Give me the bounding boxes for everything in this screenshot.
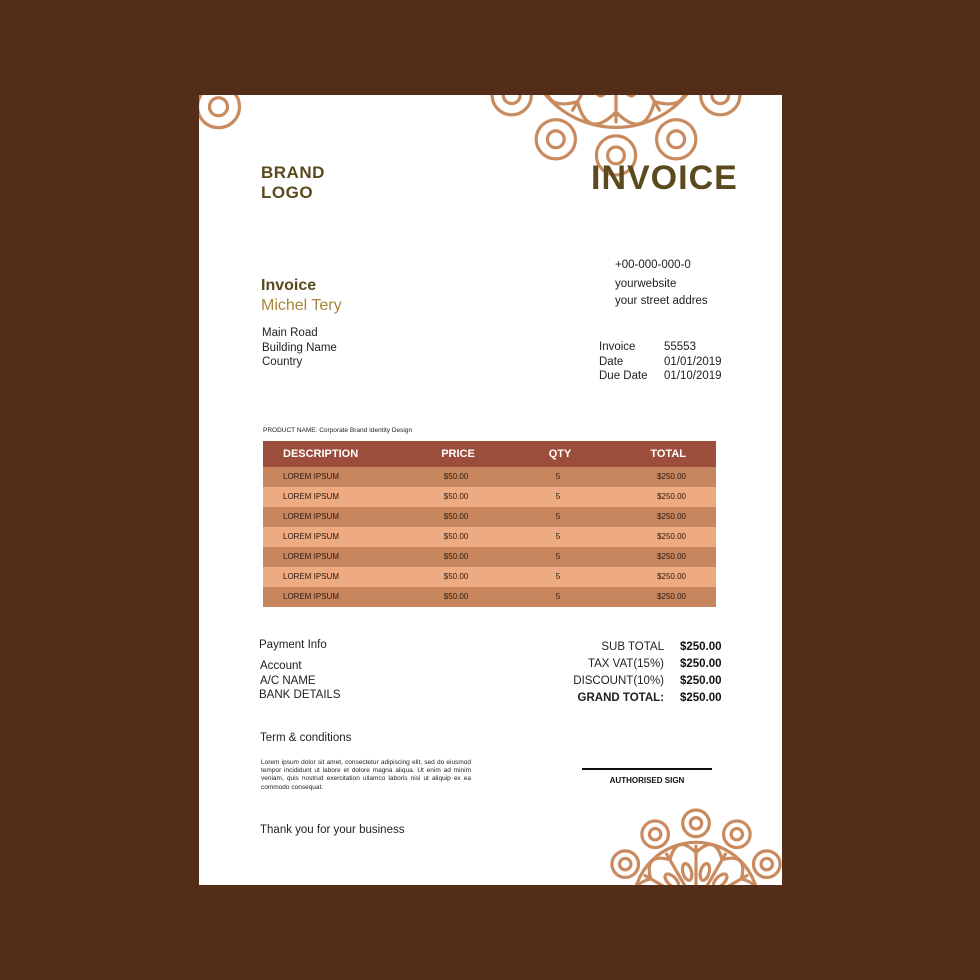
- summary-label: DISCOUNT(10%): [573, 675, 664, 687]
- contact-street: your street addres: [615, 295, 708, 307]
- product-name: PRODUCT NAME: Corporate Brand Identity Design: [263, 427, 413, 434]
- cell-qty: 5: [555, 472, 561, 481]
- cell-qty: 5: [555, 492, 561, 501]
- cell-price: $50.00: [443, 512, 469, 521]
- thank-you-note: Thank you for your business: [260, 824, 405, 836]
- summary-value: $250.00: [680, 658, 722, 670]
- cell-description: LOREM IPSUM: [283, 572, 340, 581]
- items-table: [263, 441, 716, 607]
- summary-label: TAX VAT(15%): [587, 658, 664, 670]
- cell-description: LOREM IPSUM: [283, 472, 340, 481]
- table-row: [263, 587, 716, 607]
- terms-text: Lorem ipsum dolor sit amet, consectetur adipiscing elit, sed do eiusmod tempor incididunt ut labore et dolore magna aliqua. Ut enim ad minim veniam, quis nostrud exercitation ullamco laboris nisi ut aliquip ex ea commodo consequat.: [261, 759, 471, 791]
- cell-total: $250.00: [657, 572, 686, 581]
- summary-label: GRAND TOTAL:: [577, 692, 664, 704]
- table-row: [263, 467, 716, 487]
- brand-logo: [261, 163, 325, 203]
- table-row: [263, 567, 716, 587]
- header-total: TOTAL: [650, 448, 686, 460]
- header-price: PRICE: [441, 448, 475, 460]
- table-row: [263, 507, 716, 527]
- address-line: Building Name: [262, 342, 337, 354]
- table-row: [263, 487, 716, 507]
- payment-bank: BANK DETAILS: [259, 689, 341, 701]
- cell-total: $250.00: [657, 592, 686, 601]
- client-label: Invoice: [261, 277, 317, 294]
- payment-account: Account: [260, 660, 302, 672]
- meta-label: Invoice: [599, 341, 636, 353]
- cell-qty: 5: [555, 572, 561, 581]
- cell-total: $250.00: [657, 472, 686, 481]
- cell-price: $50.00: [443, 592, 469, 601]
- signature-line: [582, 768, 712, 770]
- invoice-page: [199, 95, 782, 885]
- cell-description: LOREM IPSUM: [283, 492, 340, 501]
- brand-logo-line1: BRAND: [261, 163, 325, 182]
- cell-price: $50.00: [443, 552, 469, 561]
- cell-total: $250.00: [657, 512, 686, 521]
- meta-value: 01/10/2019: [664, 370, 722, 382]
- summary-value: $250.00: [680, 641, 722, 653]
- payment-ac-name: A/C NAME: [260, 675, 316, 687]
- table-header: [263, 441, 716, 467]
- summary-value: $250.00: [680, 692, 722, 704]
- meta-label: Due Date: [599, 370, 648, 382]
- contact-phone: +00-000-000-0: [615, 259, 691, 271]
- cell-qty: 5: [555, 532, 561, 541]
- contact-website: yourwebsite: [615, 278, 677, 290]
- address-line: Main Road: [262, 327, 318, 339]
- cell-price: $50.00: [443, 532, 469, 541]
- table-row: [263, 527, 716, 547]
- cell-description: LOREM IPSUM: [283, 512, 340, 521]
- summary-label: SUB TOTAL: [601, 641, 664, 653]
- address-line: Country: [262, 356, 303, 368]
- meta-value: 55553: [664, 341, 696, 353]
- cell-total: $250.00: [657, 532, 686, 541]
- summary-value: $250.00: [680, 675, 722, 687]
- header-qty: QTY: [548, 448, 572, 460]
- brand-logo-line2: LOGO: [261, 183, 314, 202]
- cell-qty: 5: [555, 592, 561, 601]
- header-description: DESCRIPTION: [283, 448, 359, 460]
- client-name: Michel Tery: [261, 297, 342, 314]
- authorised-sign-label: AUTHORISED SIGN: [609, 776, 685, 785]
- cell-price: $50.00: [443, 472, 469, 481]
- table-body: [263, 467, 716, 607]
- cell-price: $50.00: [443, 492, 469, 501]
- cell-price: $50.00: [443, 572, 469, 581]
- terms-title: Term & conditions: [260, 732, 352, 744]
- cell-total: $250.00: [657, 552, 686, 561]
- meta-value: 01/01/2019: [664, 356, 722, 368]
- cell-total: $250.00: [657, 492, 686, 501]
- cell-qty: 5: [555, 512, 561, 521]
- payment-title: Payment Info: [259, 639, 327, 651]
- meta-label: Date: [599, 356, 624, 368]
- invoice-title: INVOICE: [591, 159, 738, 197]
- cell-description: LOREM IPSUM: [283, 532, 340, 541]
- cell-qty: 5: [555, 552, 561, 561]
- cell-description: LOREM IPSUM: [283, 552, 340, 561]
- table-row: [263, 547, 716, 567]
- cell-description: LOREM IPSUM: [283, 592, 340, 601]
